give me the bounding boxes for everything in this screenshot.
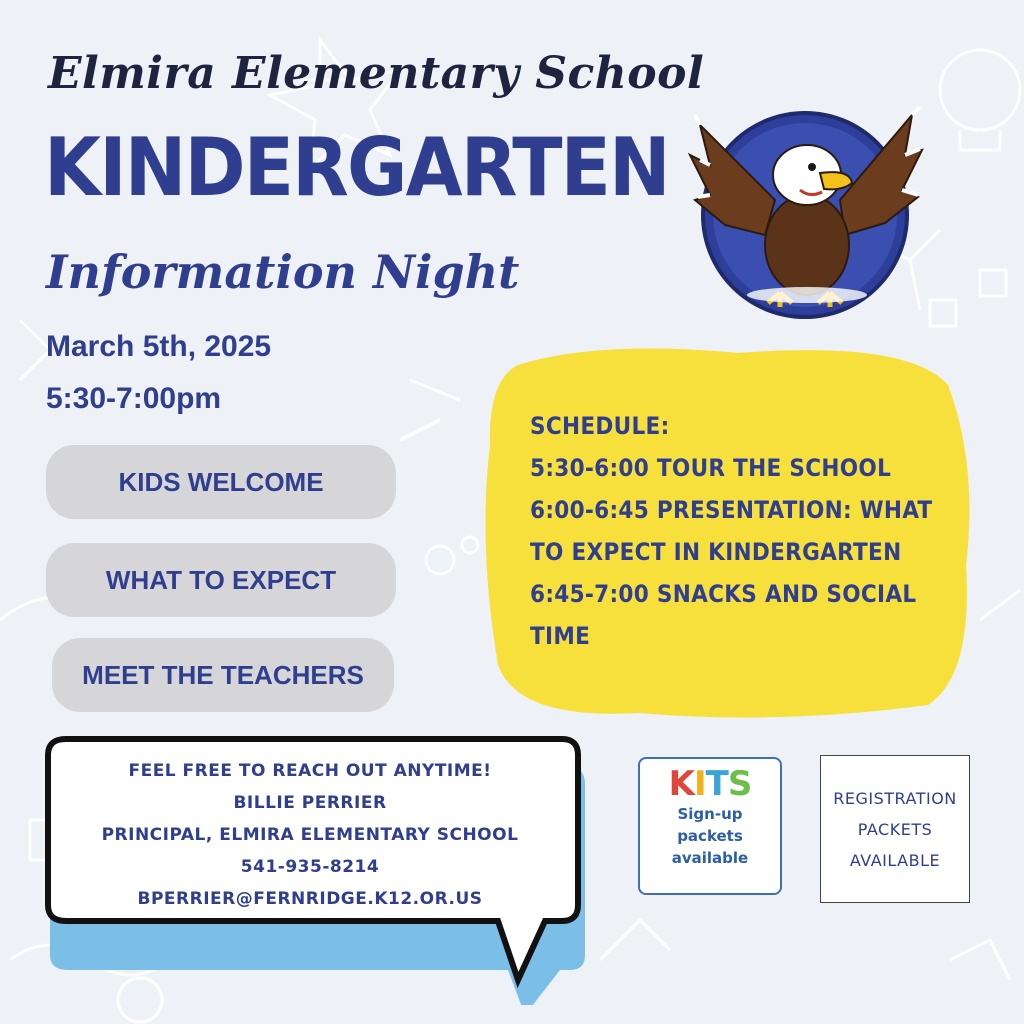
kits-letter-t: T xyxy=(705,764,728,804)
page-title: KINDERGARTEN xyxy=(44,121,669,214)
registration-line-2: PACKETS xyxy=(857,819,933,839)
event-time: 5:30-7:00pm xyxy=(46,382,222,415)
schedule-item: 6:45-7:00 SNACKS AND SOCIAL TIME xyxy=(530,580,917,650)
page-subtitle: Information Night xyxy=(46,245,520,299)
schedule-list xyxy=(530,405,960,657)
schedule-item: 5:30-6:00 TOUR THE SCHOOL xyxy=(530,454,892,482)
kits-letter-i: I xyxy=(694,764,706,804)
contact-email: BPERRIER@FERNRIDGE.K12.OR.US xyxy=(137,889,483,909)
registration-line-1: REGISTRATION xyxy=(833,788,957,808)
event-date: March 5th, 2025 xyxy=(46,330,272,363)
contact-info xyxy=(60,755,560,915)
contact-intro: FEEL FREE TO REACH OUT ANYTIME! xyxy=(128,761,492,781)
school-name: Elmira Elementary School xyxy=(48,48,705,99)
registration-card xyxy=(820,755,970,903)
schedule-heading: SCHEDULE: xyxy=(530,412,670,440)
contact-name: BILLIE PERRIER xyxy=(233,793,387,813)
meet-the-teachers-pill: MEET THE TEACHERS xyxy=(52,638,394,712)
kits-logo xyxy=(640,765,780,803)
kits-line-2: packets xyxy=(677,827,743,845)
kits-line-1: Sign-up xyxy=(677,805,743,823)
registration-line-3: AVAILABLE xyxy=(849,850,941,870)
kits-letter-k: K xyxy=(668,764,694,804)
kits-letter-s: S xyxy=(727,764,752,804)
kids-welcome-pill: KIDS WELCOME xyxy=(46,445,396,519)
contact-role: PRINCIPAL, ELMIRA ELEMENTARY SCHOOL xyxy=(101,825,519,845)
eagle-mascot-logo xyxy=(680,105,925,320)
contact-phone: 541-935-8214 xyxy=(240,857,380,877)
kits-line-3: available xyxy=(671,849,749,867)
kits-signup-card xyxy=(638,757,782,895)
schedule-item: 6:00-6:45 PRESENTATION: WHAT TO EXPECT IN KINDERGARTEN xyxy=(530,496,933,566)
what-to-expect-pill: WHAT TO EXPECT xyxy=(46,543,396,617)
